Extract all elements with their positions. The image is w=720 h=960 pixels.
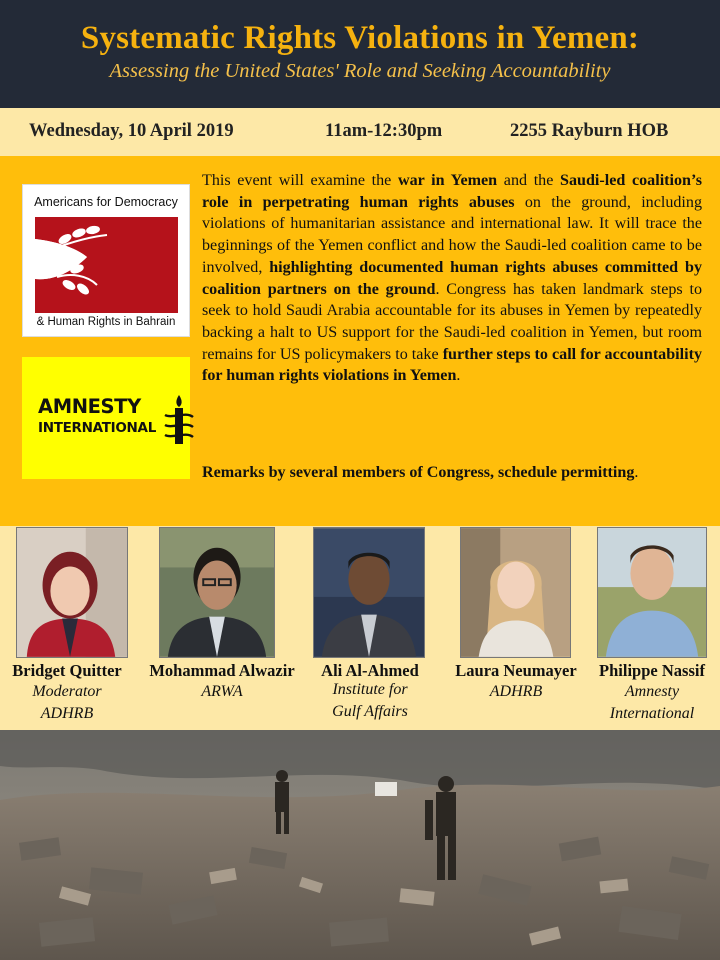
description-text: on the ground, including violations of humanitarian assistance and international law. It will trace the beginnings of the Yemen conflict and how the Saudi-led coalition came to be involved, — [202, 193, 702, 276]
speaker-portrait-icon — [160, 528, 274, 657]
main-section — [0, 156, 720, 526]
speaker-portrait-icon — [314, 528, 424, 657]
header-banner — [0, 0, 720, 108]
description-text: . — [456, 367, 461, 385]
amnesty-logo — [22, 357, 190, 479]
speaker-organization: Gulf Affairs — [332, 703, 408, 720]
event-location: 2255 Rayburn HOB — [510, 121, 669, 141]
congress-remarks — [202, 461, 702, 484]
event-date: Wednesday, 10 April 2019 — [29, 121, 234, 141]
description-text: This event will examine the — [202, 172, 398, 189]
event-info-bar — [0, 108, 720, 156]
dove-olive-branch-icon — [35, 217, 178, 313]
speaker-name: Bridget Quitter — [12, 661, 122, 680]
rubble-scene-image — [0, 730, 720, 960]
speaker-organization: ARWA — [201, 683, 243, 700]
speaker-role: Moderator — [32, 683, 102, 700]
description-highlight: Saudi-led coalition’s role in perpetrating human rights abuses — [202, 172, 703, 211]
candle-barbed-wire-icon — [162, 393, 196, 447]
adhrb-logo-bottom-text: & Human Rights in Bahrain — [36, 316, 176, 328]
speaker-organization: ADHRB — [489, 683, 543, 700]
speaker-organization: Institute for — [332, 681, 408, 698]
page-subtitle: Assessing the United States' Role and Seeking Accountability — [109, 60, 611, 82]
speaker-photo — [16, 527, 128, 658]
amnesty-line-1: AMNESTY — [38, 395, 141, 418]
description-highlight: highlighting documented human rights abuses committed by coalition partners on the ground — [202, 258, 702, 298]
page-title: Systematic Rights Violations in Yemen: — [80, 20, 640, 56]
description-highlight: war in Yemen — [397, 172, 498, 189]
remarks-period: . — [634, 464, 639, 481]
speaker-photo — [159, 527, 275, 658]
speaker-name: Ali Al-Ahmed — [321, 661, 419, 680]
speaker-name: Philippe Nassif — [599, 661, 705, 680]
description-text: . Congress has taken landmark steps to seek to hold Saudi Arabia accountable for its abuses in Yemen by repeatedly backing a halt to US support for the Saudi-led coalition in Yemen, but room remains for US policymakers to take — [202, 280, 702, 363]
amnesty-wordmark — [38, 397, 156, 435]
speaker-portrait-icon — [461, 528, 570, 657]
speaker-organization: Amnesty — [624, 683, 680, 700]
amnesty-line-2: INTERNATIONAL — [38, 419, 157, 436]
description-text: and the — [497, 172, 561, 189]
speaker-photo — [597, 527, 707, 658]
speaker-photo — [313, 527, 425, 658]
speaker-organization: ADHRB — [40, 705, 94, 722]
description-highlight: further steps to call for accountability for human rights violations in Yemen — [202, 345, 702, 385]
event-time: 11am-12:30pm — [325, 121, 443, 141]
speaker-name: Laura Neumayer — [455, 661, 577, 680]
event-description — [202, 170, 702, 387]
adhrb-logo-top-text: Americans for Democracy — [34, 195, 178, 209]
speaker-name: Mohammad Alwazir — [149, 661, 295, 680]
adhrb-logo — [22, 184, 190, 337]
rubble-photo — [0, 730, 720, 960]
speaker-photo — [460, 527, 571, 658]
speaker-portrait-icon — [598, 528, 706, 657]
remarks-text: Remarks by several members of Congress, schedule permitting — [202, 464, 635, 481]
speaker-portrait-icon — [17, 528, 127, 657]
speaker-organization: International — [609, 705, 695, 722]
